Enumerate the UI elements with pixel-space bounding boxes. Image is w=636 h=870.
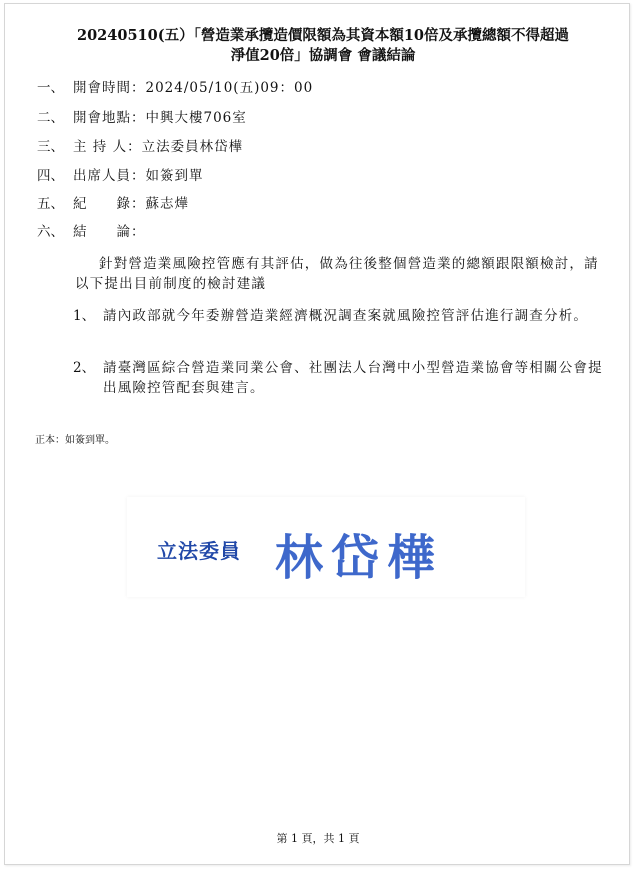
point-number: 1、 <box>73 308 96 324</box>
item-label: 主 持 人：立法委員林岱樺 <box>73 139 244 155</box>
point-number: 2、 <box>73 360 96 376</box>
item-meeting-place <box>37 108 247 128</box>
item-meeting-time <box>37 78 313 98</box>
seal-title-text: 立法委員 <box>157 539 241 563</box>
item-number: 四、 <box>37 168 64 184</box>
seal-name-text: 林岱樺 <box>275 530 444 586</box>
page-footer: 第 1 頁，共 1 頁 <box>276 832 360 845</box>
item-number: 二、 <box>37 110 64 126</box>
title-line-2: 淨值20倍」協調會 會議結論 <box>230 47 416 64</box>
document-title <box>33 26 613 66</box>
signature-seal <box>127 497 525 597</box>
item-attendees <box>37 166 204 186</box>
item-number: 五、 <box>37 196 64 212</box>
item-label: 紀 錄：蘇志燁 <box>73 196 189 212</box>
item-number: 六、 <box>37 224 64 240</box>
item-number: 一、 <box>37 80 64 96</box>
item-label: 結 論： <box>73 224 146 240</box>
conclusion-intro: 針對營造業風險控管應有其評估，做為往後整個營造業的總額跟限額檢討，請以下提出目前制度的檢討建議 <box>75 256 599 292</box>
point-text: 請內政部就今年委辦營造業經濟概況調查案就風險控管評估進行調查分析。 <box>103 308 589 324</box>
item-conclusion <box>37 222 146 242</box>
cc-recipients: 正本：如簽到單。 <box>35 435 115 446</box>
point-text: 請臺灣區綜合營造業同業公會、社團法人台灣中小型營造業協會等相關公會提出風險控管配套與建言。 <box>103 360 603 396</box>
item-label: 開會地點：中興大樓706室 <box>73 110 247 126</box>
item-chair <box>37 137 243 157</box>
document-page <box>4 3 630 865</box>
title-line-1: 20240510(五）「營造業承攬造價限額為其資本額10倍及承攬總額不得超過 <box>77 27 569 44</box>
item-label: 出席人員：如簽到單 <box>73 168 204 184</box>
item-number: 三、 <box>37 139 64 155</box>
item-label: 開會時間：2024/05/10(五)09：00 <box>73 80 314 96</box>
item-recorder <box>37 194 189 214</box>
